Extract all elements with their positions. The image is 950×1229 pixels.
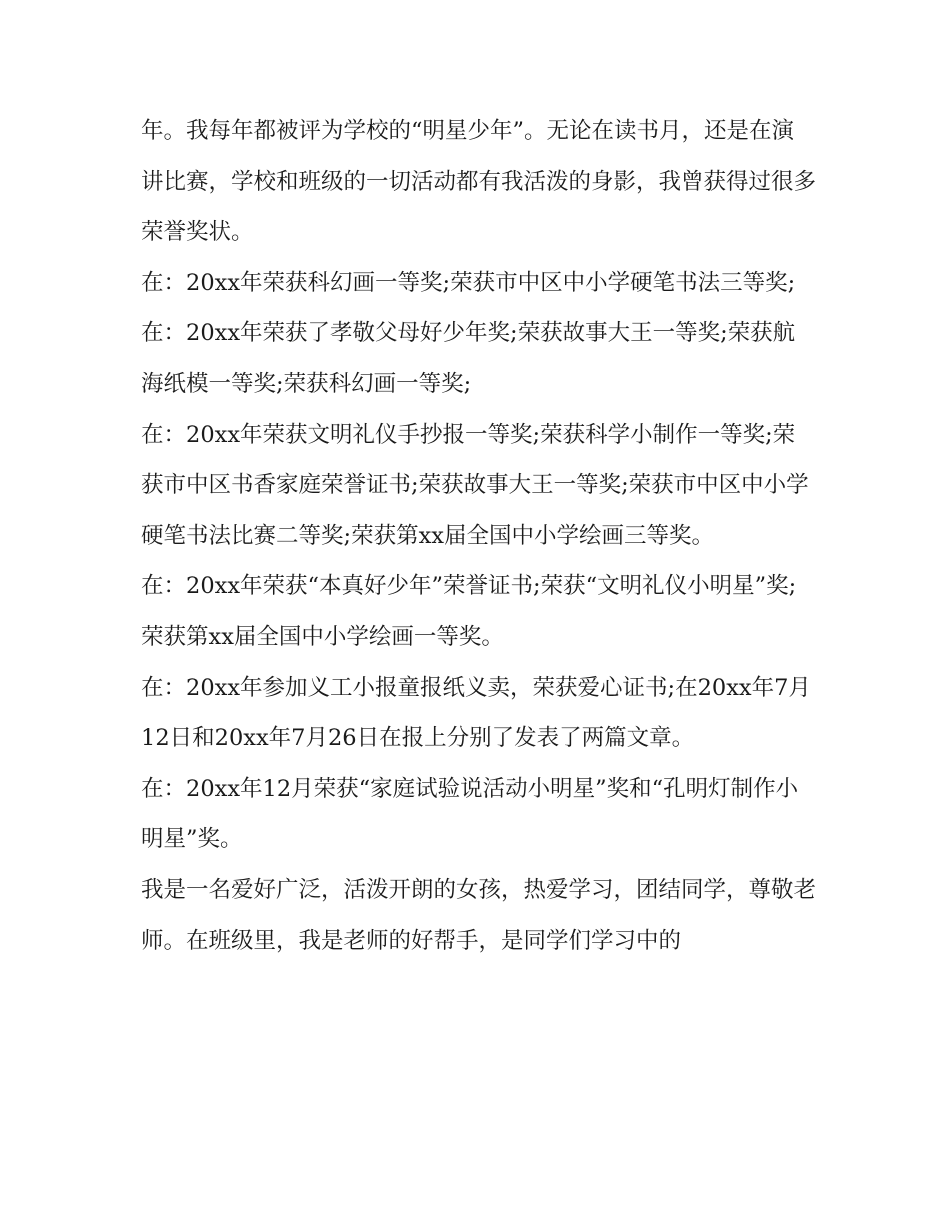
- paragraph-award-year-6: 在：20xx年12月荣获“家庭试验说活动小明星”奖和“孔明灯制作小明星”奖。: [141, 775, 799, 853]
- paragraph-self-description: 我是一名爱好广泛，活泼开朗的女孩，热爱学习，团结同学，尊敬老师。在班级里，我是老师的好帮手，是同学们学习中的: [141, 876, 817, 954]
- paragraph-award-year-1: 在：20xx年荣获科幻画一等奖;荣获市中区中小学硬笔书法三等奖;: [141, 269, 796, 296]
- paragraph-award-year-2: 在：20xx年荣获了孝敬父母好少年奖;荣获故事大王一等奖;荣获航海纸模一等奖;荣获科幻画一等奖;: [141, 320, 796, 397]
- paragraph-award-year-3: 在：20xx年荣获文明礼仪手抄报一等奖;荣获科学小制作一等奖;荣获市中区书香家庭荣誉证书;荣获故事大王一等奖;荣获市中区中小学硬笔书法比赛二等奖;荣获第xx届全国中小学绘画三等奖。: [141, 421, 809, 549]
- paragraph-honors-intro: 年。我每年都被评为学校的“明星少年”。无论在读书月，还是在演讲比赛，学校和班级的一切活动都有我活泼的身影，我曾获得过很多荣誉奖状。: [141, 118, 817, 246]
- paragraph-award-year-5: 在：20xx年参加义工小报童报纸义卖，荣获爱心证书;在20xx年7月12日和20xx年7月26日在报上分别了发表了两篇文章。: [141, 674, 811, 752]
- document-body: [141, 106, 816, 966]
- paragraph-award-year-4: 在：20xx年荣获“本真好少年”荣誉证书;荣获“文明礼仪小明星”奖;荣获第xx届全国中小学绘画一等奖。: [141, 573, 797, 650]
